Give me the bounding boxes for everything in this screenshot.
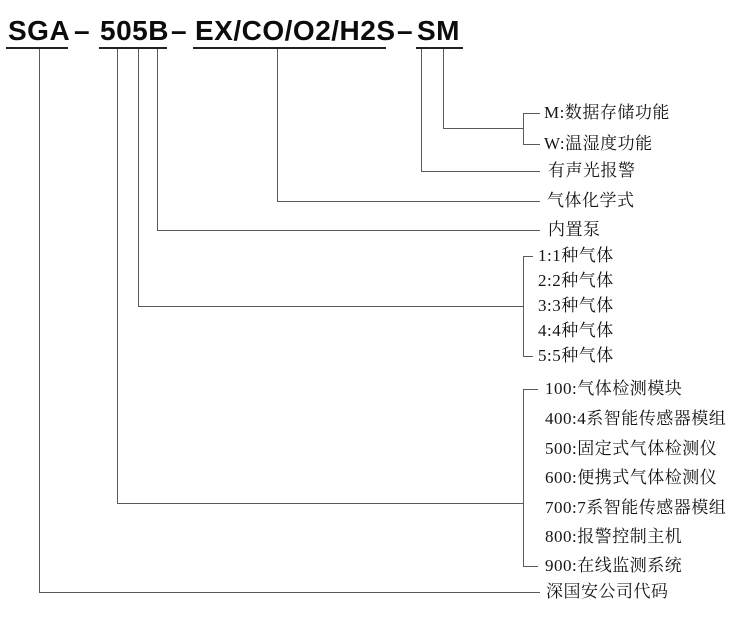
underline-options [416, 47, 463, 49]
label-series-100: 100:气体检测模块 [545, 379, 683, 398]
branchline-alarm [421, 171, 540, 172]
label-series-800: 800:报警控制主机 [545, 527, 683, 546]
dropline-pump [157, 49, 158, 231]
branchline-series-code [117, 503, 524, 504]
label-builtin-pump: 内置泵 [548, 220, 601, 239]
label-series-700: 700:7系智能传感器模组 [545, 498, 727, 517]
bracket-gascount-vertical [523, 256, 524, 357]
underline-company [6, 47, 68, 49]
label-gas-count-3: 3:3种气体 [538, 296, 614, 315]
label-series-500: 500:固定式气体检测仪 [545, 439, 718, 458]
branchline-company [39, 592, 540, 593]
dropline-gas-formula [277, 49, 278, 202]
dropline-alarm [421, 49, 422, 172]
bracket-series-vertical [523, 389, 524, 567]
bracket-gascount-top-stub [523, 256, 533, 257]
model-segment-gases: EX/CO/O2/H2S [195, 15, 396, 46]
label-series-900: 900:在线监测系统 [545, 556, 683, 575]
dropline-mw-options [443, 49, 444, 129]
label-gas-formula: 气体化学式 [547, 191, 635, 210]
bracket-mw-top-stub [523, 113, 540, 114]
separator-dash-2: – [171, 15, 188, 46]
label-company-code: 深国安公司代码 [546, 582, 669, 601]
model-segment-series: 505B [100, 15, 169, 46]
bracket-series-top-stub [523, 389, 538, 390]
bracket-series-bottom-stub [523, 566, 538, 567]
model-segment-options: SM [417, 15, 460, 46]
label-gas-count-2: 2:2种气体 [538, 271, 614, 290]
branchline-pump [157, 230, 540, 231]
bracket-mw-vertical [523, 113, 524, 145]
label-option-w: W:温湿度功能 [544, 134, 653, 153]
model-segment-company: SGA [8, 15, 71, 46]
separator-dash-3: – [397, 15, 414, 46]
label-gas-count-1: 1:1种气体 [538, 246, 614, 265]
label-gas-count-4: 4:4种气体 [538, 321, 614, 340]
underline-gases [193, 47, 386, 49]
dropline-company [39, 49, 40, 593]
label-option-m: M:数据存储功能 [544, 103, 670, 122]
label-gas-count-5: 5:5种气体 [538, 346, 614, 365]
separator-dash-1: – [74, 15, 91, 46]
label-series-600: 600:便携式气体检测仪 [545, 468, 718, 487]
label-alarm: 有声光报警 [548, 161, 636, 180]
dropline-series-code [117, 49, 118, 504]
branchline-gas-formula [277, 201, 540, 202]
label-series-400: 400:4系智能传感器模组 [545, 409, 727, 428]
dropline-gas-count [138, 49, 139, 307]
branchline-gas-count [138, 306, 524, 307]
branchline-mw-options [443, 128, 524, 129]
bracket-gascount-bottom-stub [523, 356, 533, 357]
bracket-mw-bottom-stub [523, 144, 540, 145]
